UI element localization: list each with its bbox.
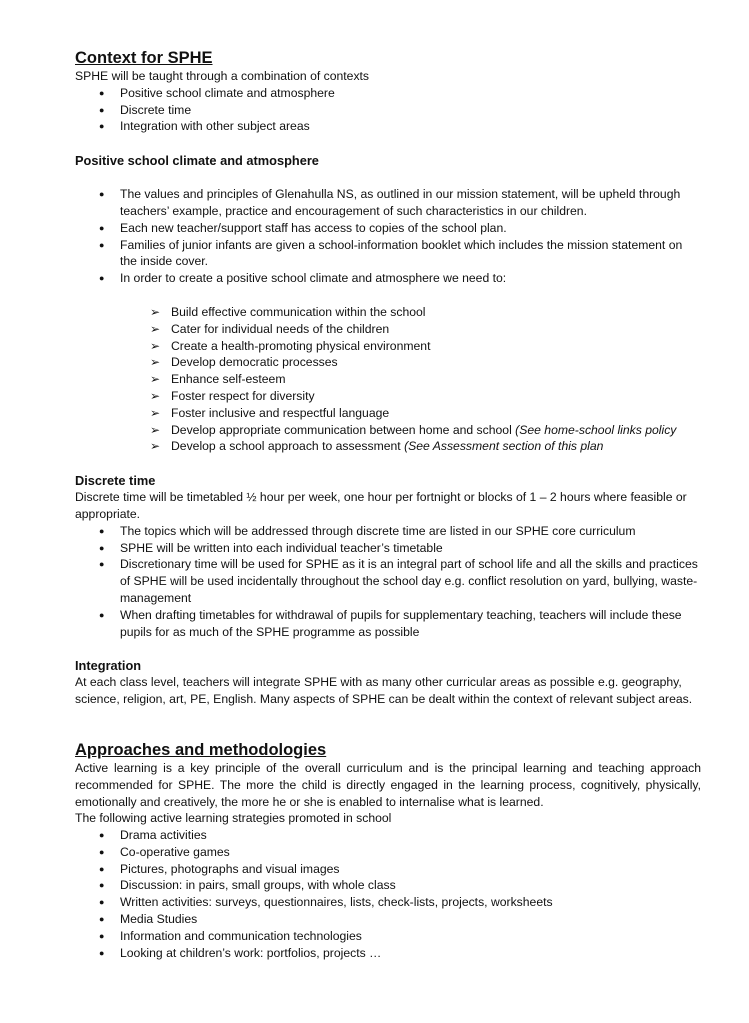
list-item: ➢ Develop a school approach to assessment (See Assessment section of this plan (150, 438, 701, 455)
climate-list (75, 186, 701, 287)
list-item: ● Co-operative games (75, 844, 701, 861)
list-item: ➢ Cater for individual needs of the children (150, 321, 701, 338)
discrete-intro: Discrete time will be timetabled ½ hour per week, one hour per fortnight or blocks of 1 – 2 hours where feasible or appropriate. (75, 490, 687, 521)
approaches-intro: The following active learning strategies promoted in school (75, 811, 392, 826)
document-page (75, 48, 701, 961)
discrete-list (75, 523, 701, 641)
list-item: ➢ Create a health-promoting physical environment (150, 338, 701, 355)
climate-needs-list (75, 304, 701, 455)
subheading-discrete-time: Discrete time (75, 473, 156, 489)
context-list (75, 85, 701, 135)
list-item: ● Positive school climate and atmosphere (75, 85, 701, 102)
integration-text: At each class level, teachers will integrate SPHE with as many other curricular areas as possible e.g. geography, science, religion, art, PE, English. Many aspects of SPHE can be dealt within the context of relevant subject areas. (75, 675, 693, 707)
list-item: ● Drama activities (75, 827, 701, 844)
list-item: ● The topics which will be addressed through discrete time are listed in our SPHE core curriculum (75, 523, 701, 540)
approaches-text: Active learning is a key principle of the overall curriculum and is the principal learning and teaching approach recommended for SPHE. The more the child is directly engaged in the learning process, cognitively, physically, emotionally and creatively, the more he or she is enabled to internalise what is learned. (75, 760, 701, 809)
list-item: ● Families of junior infants are given a school-information booklet which includes the mission statement on the inside cover. (75, 237, 701, 271)
subheading-integration: Integration (75, 658, 142, 674)
list-item: ➢ Foster respect for diversity (150, 388, 701, 405)
list-item: ● Pictures, photographs and visual images (75, 861, 701, 878)
list-item: ● Integration with other subject areas (75, 118, 701, 135)
list-item: ● Media Studies (75, 911, 701, 928)
list-item: ➢ Develop appropriate communication between home and school (See home-school links policy (150, 422, 701, 439)
list-item: ● Discretionary time will be used for SPHE as it is an integral part of school life and all the skills and practices of SPHE will be used incidentally throughout the school day e.g. conflict resolution on yard, bullying, waste-management (75, 556, 701, 606)
list-item: ● Each new teacher/support staff has access to copies of the school plan. (75, 220, 701, 237)
list-item: ➢ Foster inclusive and respectful language (150, 405, 701, 422)
subheading-climate: Positive school climate and atmosphere (75, 153, 319, 169)
list-item: ➢ Build effective communication within the school (150, 304, 701, 321)
context-intro: SPHE will be taught through a combination of contexts (75, 69, 370, 83)
list-item: ● The values and principles of Glenahulla NS, as outlined in our mission statement, will be upheld through teachers’ example, practice and encouragement of such characteristics in our children. (75, 186, 701, 220)
list-item: ● In order to create a positive school climate and atmosphere we need to: (75, 270, 701, 287)
list-item: ● Discrete time (75, 102, 701, 119)
list-item: ● Information and communication technologies (75, 928, 701, 945)
section-heading-context: Context for SPHE (75, 49, 213, 67)
approaches-list (75, 827, 701, 961)
section-heading-approaches: Approaches and methodologies (75, 740, 327, 759)
list-item: ● Discussion: in pairs, small groups, with whole class (75, 877, 701, 894)
list-item: ➢ Enhance self-esteem (150, 371, 701, 388)
list-item: ➢ Develop democratic processes (150, 354, 701, 371)
list-item: ● SPHE will be written into each individual teacher’s timetable (75, 540, 701, 557)
list-item: ● Looking at children’s work: portfolios, projects … (75, 945, 701, 962)
list-item: ● Written activities: surveys, questionnaires, lists, check-lists, projects, worksheets (75, 894, 701, 911)
list-item: ● When drafting timetables for withdrawal of pupils for supplementary teaching, teachers will include these pupils for as much of the SPHE programme as possible (75, 607, 701, 641)
